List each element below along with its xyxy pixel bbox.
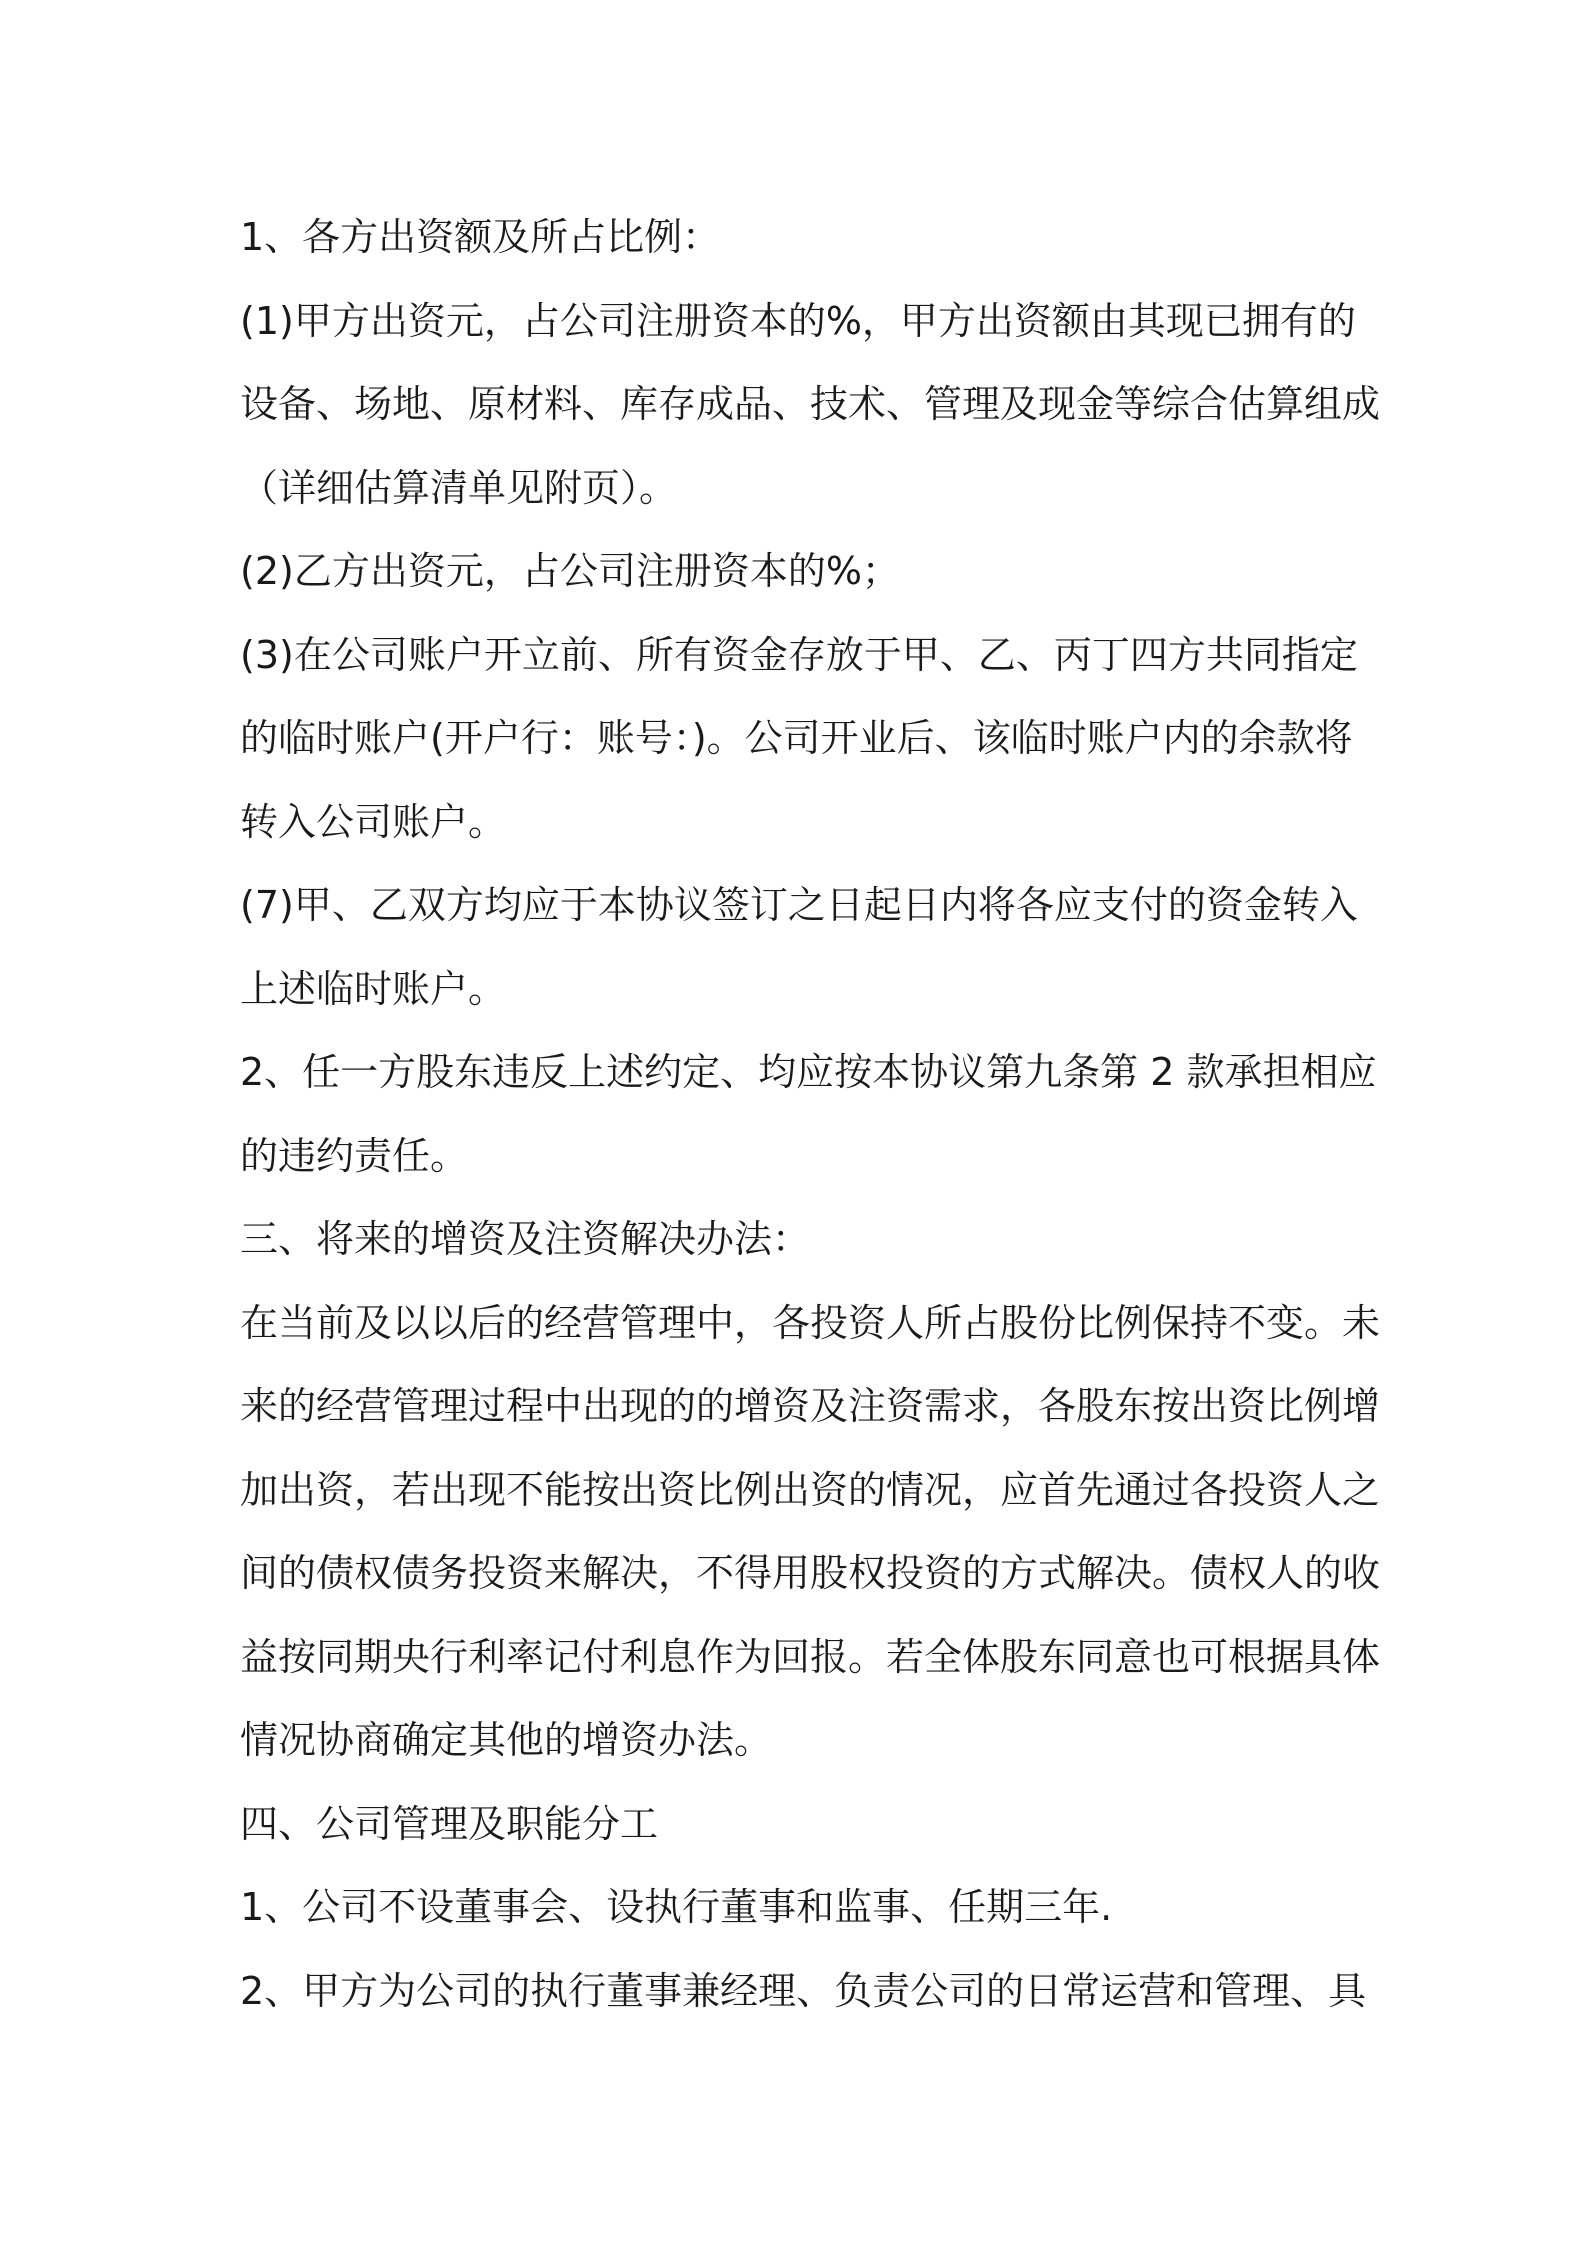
text-line: 间的债权债务投资来解决，不得用股权投资的方式解决。债权人的收 [240, 1551, 1381, 1595]
text-line: 的违约责任。 [240, 1133, 469, 1178]
text-line: (3)在公司账户开立前、所有资金存放于甲、乙、丙丁四方共同指定 [240, 632, 1358, 677]
text-line: 的临时账户(开户行：账号：)。公司开业后、该临时账户内的余款将 [240, 716, 1353, 760]
text-line: 来的经营管理过程中出现的的增资及注资需求，各股东按出资比例增 [240, 1384, 1381, 1428]
text-line: 益按同期央行利率记付利息作为回报。若全体股东同意也可根据具体 [240, 1634, 1381, 1679]
text-line: 1、各方出资额及所占比例： [240, 215, 721, 259]
section-heading: 三、将来的增资及注资解决办法： [240, 1217, 811, 1261]
text-line: 1、公司不设董事会、设执行董事和监事、任期三年. [240, 1885, 1113, 1929]
text-line: (2)乙方出资元，占公司注册资本的%； [240, 549, 900, 593]
text-line: 加出资，若出现不能按出资比例出资的情况，应首先通过各投资人之 [240, 1467, 1381, 1512]
text-line: 设备、场地、原材料、库存成品、技术、管理及现金等综合估算组成 [240, 382, 1381, 426]
text-line: (1)甲方出资元，占公司注册资本的%，甲方出资额由其现已拥有的 [240, 298, 1356, 343]
text-line: （详细估算清单见附页）。 [240, 465, 678, 510]
text-line: 上述临时账户。 [240, 966, 507, 1011]
document-body [240, 196, 1381, 2033]
text-line: 2、甲方为公司的执行董事兼经理、负责公司的日常运营和管理、具 [240, 1968, 1367, 2013]
text-line: 在当前及以以后的经营管理中，各投资人所占股份比例保持不变。未 [240, 1300, 1381, 1345]
text-line: 转入公司账户。 [240, 799, 507, 844]
section-heading: 四、公司管理及职能分工 [240, 1801, 659, 1846]
text-line: 情况协商确定其他的增资办法。 [240, 1718, 773, 1762]
text-line: (7)甲、乙双方均应于本协议签订之日起日内将各应支付的资金转入 [240, 883, 1358, 927]
text-line: 2、任一方股东违反上述约定、均应按本协议第九条第 2 款承担相应 [240, 1050, 1377, 1094]
